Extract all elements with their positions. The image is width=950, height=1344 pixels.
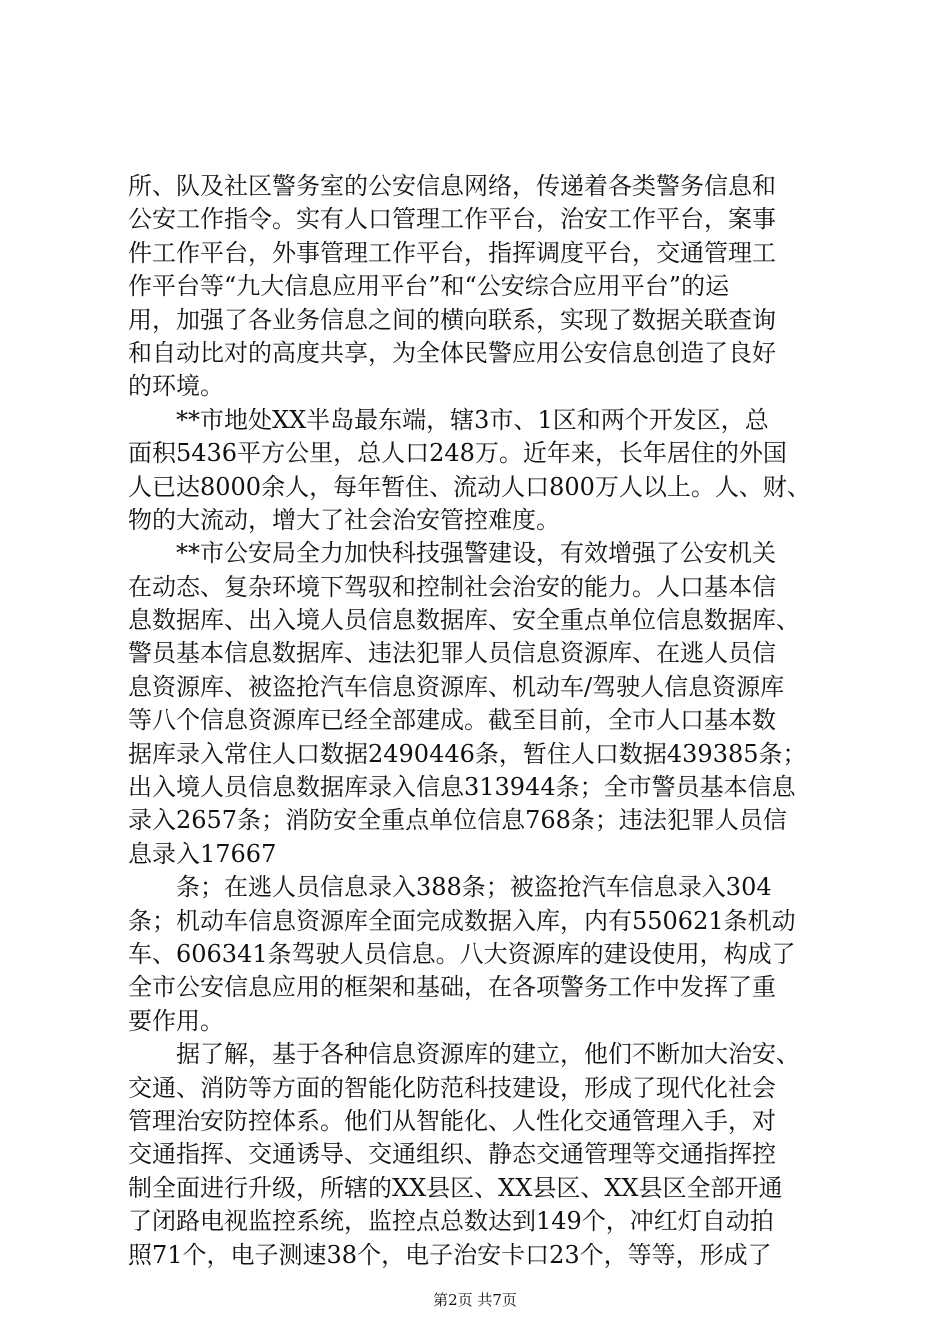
text-line: 照71个，电子测速38个，电子治安卡口23个，等等，形成了 — [128, 1240, 772, 1269]
text-line: 据了解，基于各种信息资源库的建立，他们不断加大治安、 — [176, 1040, 800, 1069]
text-line: 件工作平台，外事管理工作平台，指挥调度平台，交通管理工 — [128, 238, 776, 267]
text-line: 用，加强了各业务信息之间的横向联系，实现了数据关联查询 — [128, 305, 776, 334]
text-line: 作平台等“九大信息应用平台”和“公安综合应用平台”的运 — [128, 272, 730, 301]
text-line: 录入2657条；消防安全重点单位信息768条；违法犯罪人员信 — [128, 806, 787, 835]
text-line: 全市公安信息应用的框架和基础，在各项警务工作中发挥了重 — [128, 973, 776, 1002]
document-body — [128, 170, 828, 1272]
text-line: **市地处XX半岛最东端，辖3市、1区和两个开发区，总 — [176, 405, 769, 434]
text-line: 物的大流动，增大了社会治安管控难度。 — [128, 505, 560, 534]
text-line: 据库录入常住人口数据2490446条，暂住人口数据439385条； — [128, 739, 807, 768]
text-line: 公安工作指令。实有人口管理工作平台，治安工作平台，案事 — [128, 205, 776, 234]
text-line: 息数据库、出入境人员信息数据库、安全重点单位信息数据库、 — [128, 606, 800, 635]
text-line: 和自动比对的高度共享，为全体民警应用公安信息创造了良好 — [128, 338, 776, 367]
text-line: 在动态、复杂环境下驾驭和控制社会治安的能力。人口基本信 — [128, 572, 776, 601]
text-line: 所、队及社区警务室的公安信息网络，传递着各类警务信息和 — [128, 172, 776, 200]
page-footer: 第2页 共7页 — [433, 1291, 517, 1309]
text-line: 息资源库、被盗抢汽车信息资源库、机动车/驾驶人信息资源库 — [128, 672, 785, 701]
text-line: 面积5436平方公里，总人口248万。近年来，长年居住的外国 — [128, 439, 787, 468]
text-line: 息录入17667 — [128, 839, 277, 868]
text-line: 车、606341条驾驶人员信息。八大资源库的建设使用，构成了 — [128, 939, 796, 968]
text-line: 制全面进行升级，所辖的XX县区、XX县区、XX县区全部开通 — [128, 1173, 783, 1202]
text-line: 交通指挥、交通诱导、交通组织、静态交通管理等交通指挥控 — [128, 1140, 776, 1169]
text-line: 警员基本信息数据库、违法犯罪人员信息资源库、在逃人员信 — [128, 639, 776, 668]
text-line: 交通、消防等方面的智能化防范科技建设，形成了现代化社会 — [128, 1073, 776, 1102]
text-line: 的环境。 — [128, 372, 224, 401]
text-line: 人已达8000余人，每年暂住、流动人口800万人以上。人、财、 — [128, 472, 811, 501]
text-line: 出入境人员信息数据库录入信息313944条；全市警员基本信息 — [128, 773, 796, 802]
text-line: 管理治安防控体系。他们从智能化、人性化交通管理入手，对 — [128, 1106, 776, 1135]
text-line: 了闭路电视监控系统，监控点总数达到149个，冲红灯自动拍 — [128, 1207, 774, 1236]
text-line: 条；机动车信息资源库全面完成数据入库，内有550621条机动 — [128, 906, 796, 935]
text-line: **市公安局全力加快科技强警建设，有效增强了公安机关 — [176, 539, 776, 568]
text-line: 条；在逃人员信息录入388条；被盗抢汽车信息录入304 — [176, 873, 772, 902]
text-line: 等八个信息资源库已经全部建成。截至目前，全市人口基本数 — [128, 706, 776, 735]
text-line: 要作用。 — [128, 1006, 224, 1035]
